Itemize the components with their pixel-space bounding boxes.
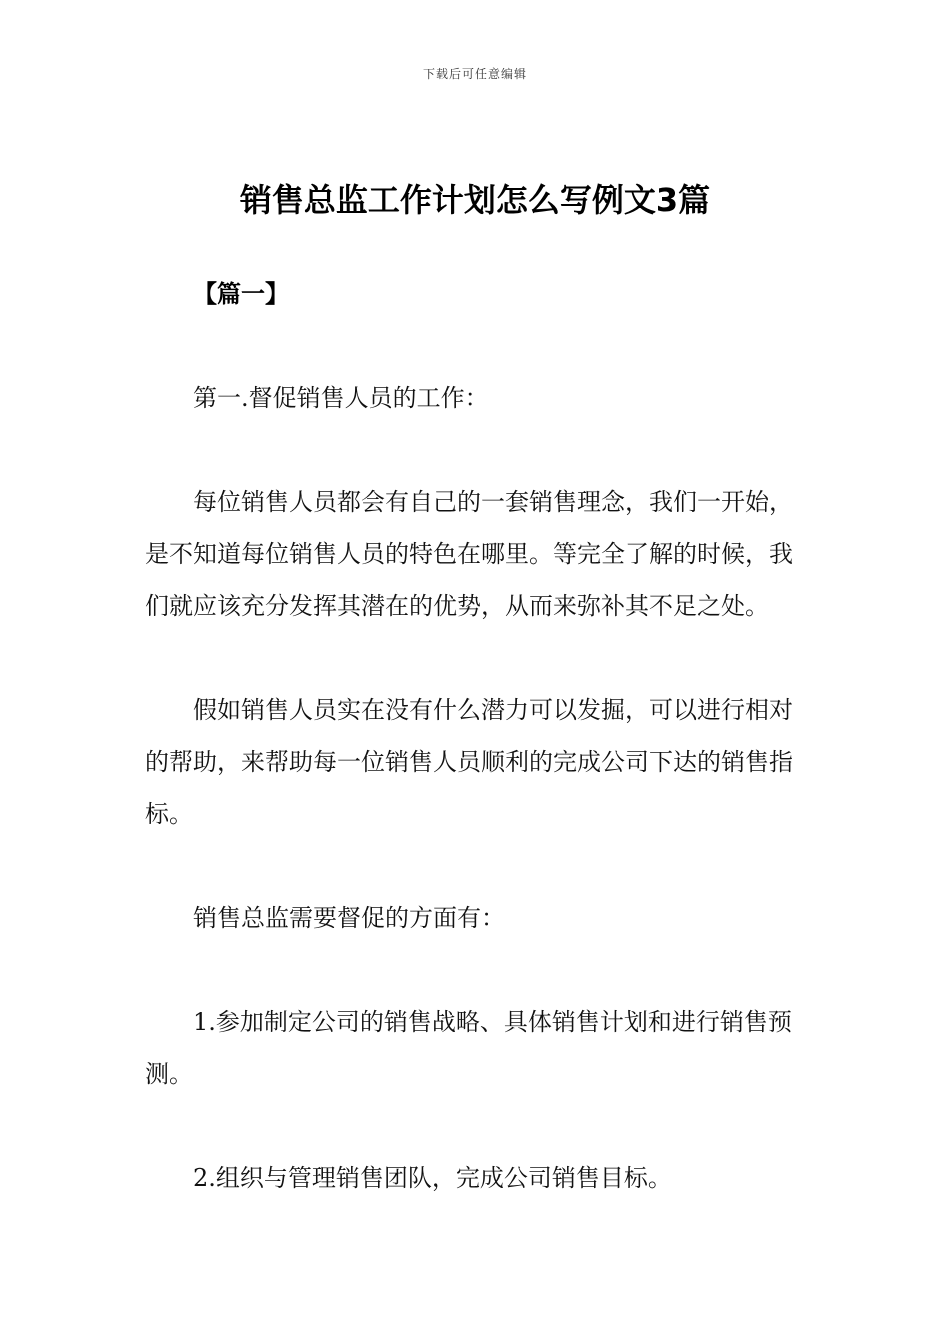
- paragraph: 每位销售人员都会有自己的一套销售理念，我们一开始，是不知道每位销售人员的特色在哪里。等完全了解的时候，我们就应该充分发挥其潜在的优势，从而来弥补其不足之处。: [145, 488, 793, 620]
- paragraph-spacer: [145, 320, 807, 372]
- list-item: 1.参加制定公司的销售战略、具体销售计划和进行销售预测。: [145, 1008, 792, 1088]
- document-body: [145, 268, 807, 1204]
- section-label: 【篇一】: [193, 280, 289, 308]
- paragraph-spacer: [145, 632, 807, 684]
- paragraph: 假如销售人员实在没有什么潜力可以发掘，可以进行相对的帮助，来帮助每一位销售人员顺利的完成公司下达的销售指标。: [145, 696, 793, 828]
- paragraph: 销售总监需要督促的方面有：: [193, 904, 505, 932]
- header-note: 下载后可任意编辑: [422, 67, 527, 81]
- paragraph-spacer: [145, 424, 807, 476]
- paragraph-spacer: [145, 840, 807, 892]
- paragraph-spacer: [145, 944, 807, 996]
- paragraph-spacer: [145, 1100, 807, 1152]
- paragraph-heading-1: 第一.督促销售人员的工作：: [193, 384, 489, 412]
- list-item: 2.组织与管理销售团队，完成公司销售目标。: [193, 1164, 672, 1192]
- document-title: 销售总监工作计划怎么写例文3篇: [239, 181, 711, 219]
